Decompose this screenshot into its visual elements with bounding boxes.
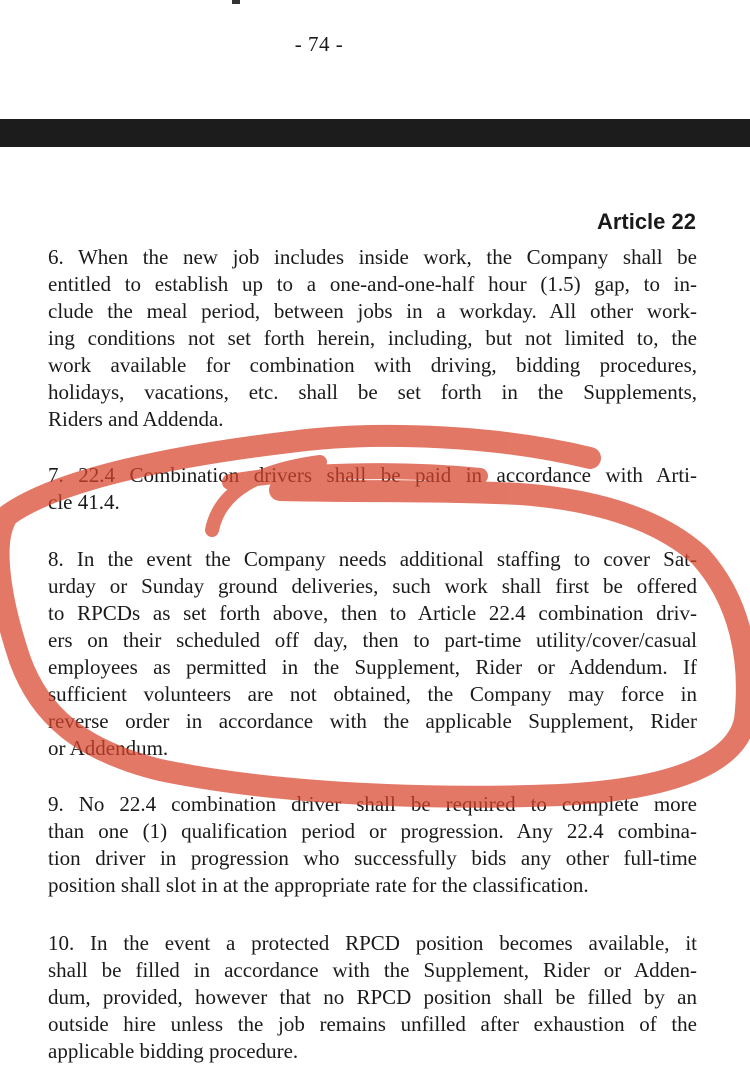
paragraph-8 (48, 546, 697, 762)
paragraph-9 (48, 791, 697, 899)
text-line: dum, provided, however that no RPCD position shall be filled by an (48, 985, 697, 1009)
text-line: reverse order in accordance with the applicable Supplement, Rider (48, 709, 697, 733)
paragraph-7 (48, 462, 697, 516)
paragraph-6 (48, 244, 697, 433)
text-line: cle 41.4. (48, 490, 120, 514)
article-heading: Article 22 (596, 209, 696, 234)
text-line: 10. In the event a protected RPCD position becomes available, it (48, 931, 697, 955)
text-line: position shall slot in at the appropriate rate for the classification. (48, 873, 589, 897)
text-line: work available for combination with driving, bidding procedures, (48, 353, 697, 377)
text-line: holidays, vacations, etc. shall be set forth in the Supplements, (48, 380, 697, 404)
text-line: Riders and Addenda. (48, 407, 224, 431)
paragraph-10 (48, 930, 697, 1065)
text-line: urday or Sunday ground deliveries, such work shall first be offered (48, 574, 697, 598)
text-line: than one (1) qualification period or progression. Any 22.4 combina- (48, 819, 697, 843)
text-line: or Addendum. (48, 736, 169, 760)
text-line: ing conditions not set forth herein, including, but not limited to, the (48, 326, 697, 350)
page-number: - 74 - (294, 32, 344, 56)
page-divider-bar (0, 119, 750, 147)
text-line: clude the meal period, between jobs in a workday. All other work- (48, 299, 697, 323)
text-line: entitled to establish up to a one-and-one-half hour (1.5) gap, to in- (48, 272, 697, 296)
text-line: outside hire unless the job remains unfilled after exhaustion of the (48, 1012, 697, 1036)
text-line: 7. 22.4 Combination drivers shall be paid in accordance with Arti- (48, 463, 697, 487)
text-line: tion driver in progression who successfully bids any other full-time (48, 846, 697, 870)
text-line: to RPCDs as set forth above, then to Article 22.4 combination driv- (48, 601, 697, 625)
text-line: 9. No 22.4 combination driver shall be required to complete more (48, 792, 697, 816)
top-edge-fragment (232, 0, 240, 4)
text-line: sufficient volunteers are not obtained, the Company may force in (48, 682, 697, 706)
text-line: 8. In the event the Company needs additional staffing to cover Sat- (48, 547, 697, 571)
text-line: 6. When the new job includes inside work, the Company shall be (48, 245, 697, 269)
text-line: employees as permitted in the Supplement, Rider or Addendum. If (48, 655, 697, 679)
text-line: applicable bidding procedure. (48, 1039, 299, 1063)
text-line: ers on their scheduled off day, then to part-time utility/cover/casual (48, 628, 697, 652)
text-line: shall be filled in accordance with the Supplement, Rider or Adden- (48, 958, 697, 982)
